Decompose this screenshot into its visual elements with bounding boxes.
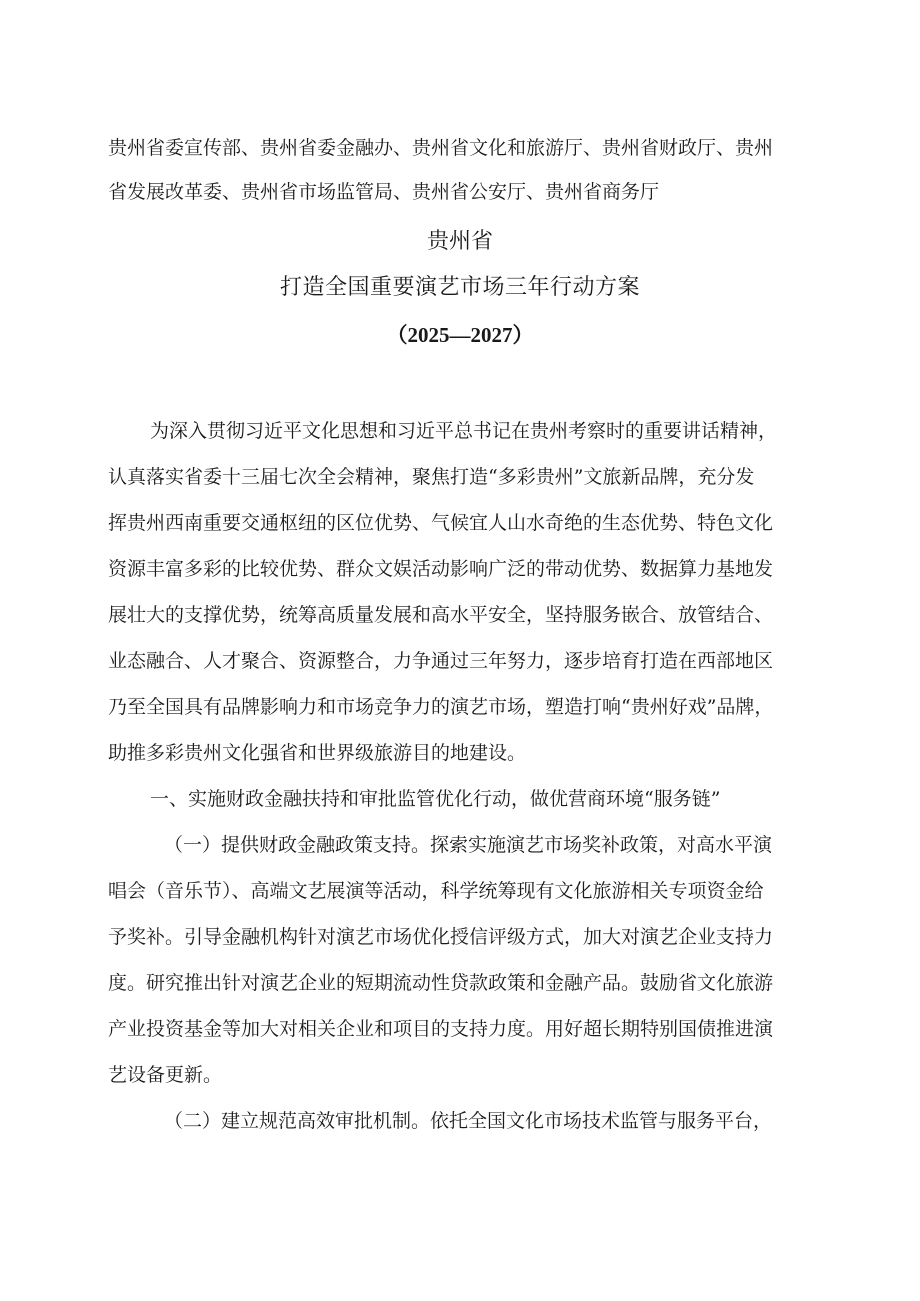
issuers-line-2: 省发展改革委、贵州省市场监管局、贵州省公安厅、贵州省商务厅 — [108, 181, 660, 203]
item-line: 产业投资基金等加大对相关企业和项目的支持力度。用好超长期特别国债推进演 — [108, 1018, 774, 1040]
title-line-2: 打造全国重要演艺市场三年行动方案 — [279, 275, 640, 300]
intro-line: 为深入贯彻习近平文化思想和习近平总书记在贵州考察时的重要讲话精神， — [150, 420, 778, 442]
title-years: （2025—2027） — [386, 323, 534, 347]
intro-line: 乃至全国具有品牌影响力和市场竞争力的演艺市场，塑造打响“贵州好戏”品牌， — [108, 696, 774, 718]
section-1-heading: 一、实施财政金融扶持和审批监管优化行动，做优营商环境“服务链” — [150, 788, 721, 810]
item-line: 予奖补。引导金融机构针对演艺市场优化授信评级方式，加大对演艺企业支持力 — [108, 926, 774, 948]
intro-line: 业态融合、人才聚合、资源整合，力争通过三年努力，逐步培育打造在西部地区 — [108, 650, 774, 672]
intro-line: 认真落实省委十三届七次全会精神，聚焦打造“多彩贵州”文旅新品牌，充分发 — [108, 466, 755, 488]
title-line-1: 贵州省 — [426, 229, 493, 254]
section-1-item-2 — [108, 1098, 824, 1144]
issuing-departments — [108, 126, 820, 214]
intro-line: 资源丰富多彩的比较优势、群众文娱活动影响广泛的带动优势、数据算力基地发 — [108, 558, 774, 580]
item-line: 艺设备更新。 — [108, 1064, 223, 1086]
intro-paragraph — [108, 408, 824, 776]
issuers-line-1: 贵州省委宣传部、贵州省委金融办、贵州省文化和旅游厅、贵州省财政厅、贵州 — [108, 137, 774, 159]
item-line: 度。研究推出针对演艺企业的短期流动性贷款政策和金融产品。鼓励省文化旅游 — [108, 972, 774, 994]
item-line: 唱会（音乐节）、高端文艺展演等活动，科学统筹现有文化旅游相关专项资金给 — [108, 880, 764, 902]
item-line: （二）建立规范高效审批机制。依托全国文化市场技术监管与服务平台， — [164, 1110, 773, 1132]
document-title — [0, 220, 920, 358]
intro-line: 助推多彩贵州文化强省和世界级旅游目的地建设。 — [108, 742, 527, 764]
section-heading — [108, 776, 824, 822]
intro-line: 展壮大的支撑优势，统筹高质量发展和高水平安全，坚持服务嵌合、放管结合、 — [108, 604, 774, 626]
intro-line: 挥贵州西南重要交通枢纽的区位优势、气候宜人山水奇绝的生态优势、特色文化 — [108, 512, 774, 534]
item-line: （一）提供财政金融政策支持。探索实施演艺市场奖补政策，对高水平演 — [164, 834, 773, 856]
section-1-item-1 — [108, 822, 824, 1098]
document-body — [108, 408, 824, 1144]
